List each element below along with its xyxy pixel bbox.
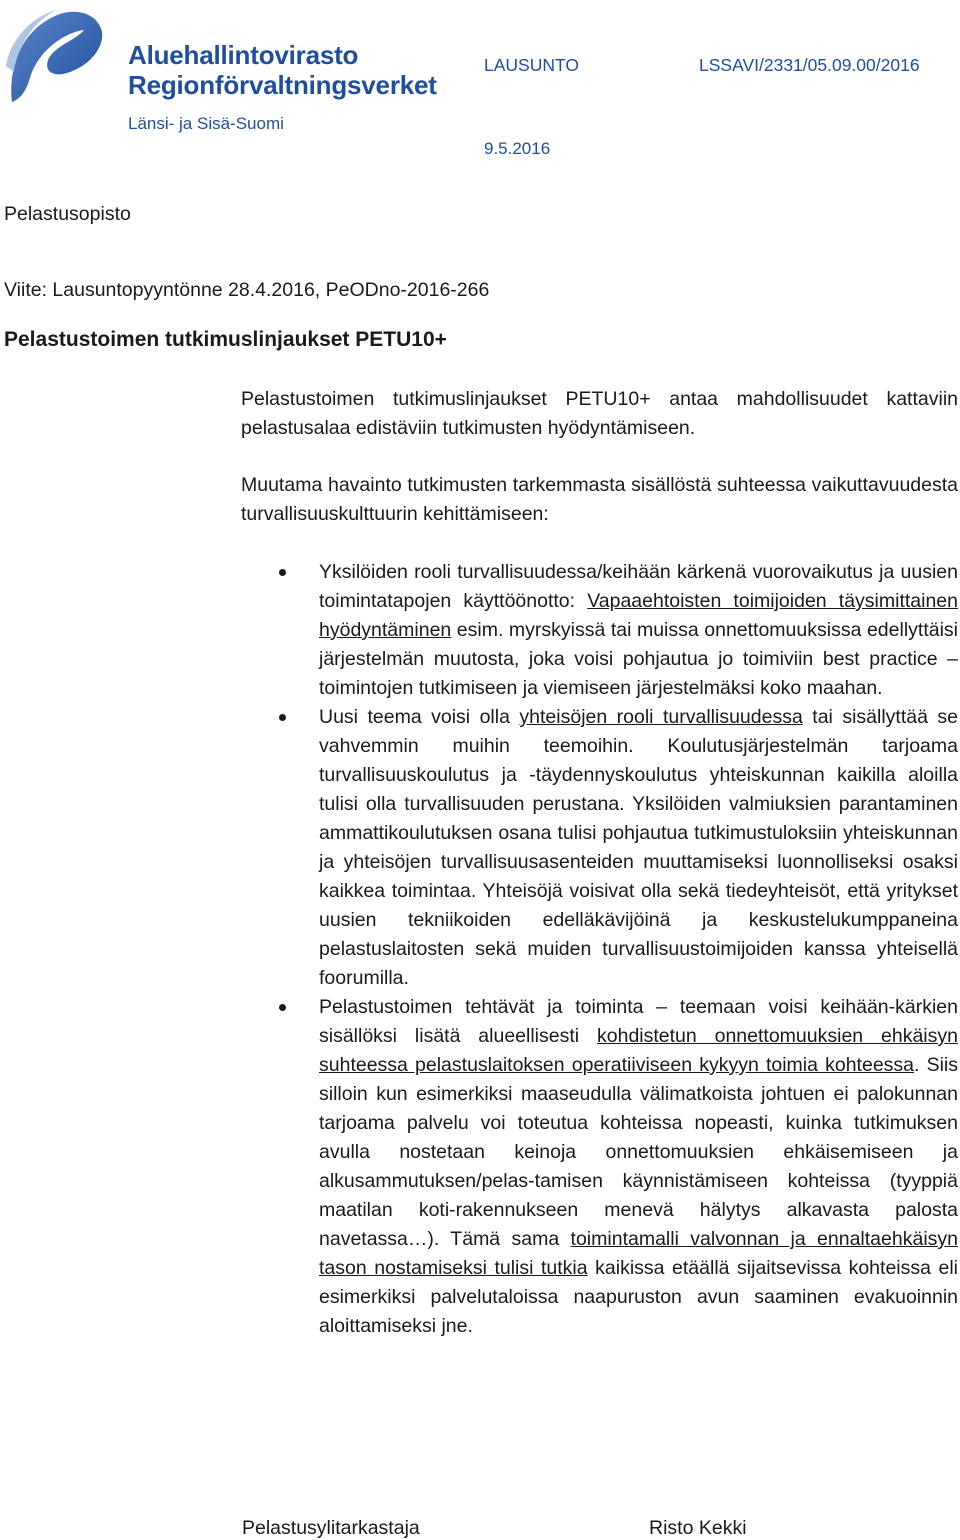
bullet-icon: [279, 714, 286, 721]
underlined-text: kohdistetun onnettomuuksien ehkäisyn suhteessa pelastuslaitoksen operatiiviseen kykyyn toimia kohteessa: [319, 1025, 958, 1076]
point-text: tai sisällyttää se vahvemmin muihin teemoihin. Koulutusjärjestelmän tarjoama turvallisuuskoulutus ja -täydennyskoulutus yhteiskunnan kaikilla aloilla tulisi olla turvallisuuden perustana. Yksilöiden valmiuksien parantaminen ammattikoulutuksen osana tulisi pohjautua tutkimustuloksiin yhteiskunnan ja yhteisöjen turvallisuusasenteiden muuttamiseksi luonnolliseksi osaksi kaikkea toimintaa. Yhteisöjä voisivat olla sekä tiedeyhteisöt, että yritykset uusien tekniikoiden edelläkävijöinä ja keskustelukumppaneina pelastuslaitosten sekä muiden turvallisuustoimijoiden kanssa yhteisellä foorumilla.: [319, 706, 958, 989]
list-item: [279, 993, 958, 1341]
point-text: kaikissa etäällä sijaitsevissa kohteissa eli esimerkiksi palvelutaloissa naapuruston avun saaminen evakuoinnin aloittamiseksi jne.: [319, 1257, 959, 1337]
doc-date: 9.5.2016: [484, 139, 551, 158]
avi-logo-icon: [4, 6, 104, 106]
doc-type: LAUSUNTO: [484, 55, 579, 75]
underlined-text: Vapaaehtoisten toimijoiden täysimittainen hyödyntäminen: [319, 590, 958, 641]
underlined-text: yhteisöjen rooli turvallisuudessa: [519, 706, 803, 728]
observations-paragraph: Muutama havainto tutkimusten tarkemmasta sisällöstä suhteessa vaikuttavuudesta turvallisuuskulttuurin kehittämiseen:: [241, 474, 958, 525]
point-text: Uusi teema voisi olla: [319, 706, 520, 728]
list-item: [279, 558, 958, 703]
recipient: Pelastusopisto: [4, 203, 131, 225]
observation-list: [279, 558, 958, 1341]
list-item: [279, 703, 958, 993]
intro-paragraph: Pelastustoimen tutkimuslinjaukset PETU10+ antaa mahdollisuudet kattaviin pelastusalaa edistäviin tutkimusten hyödyntämiseen.: [241, 388, 958, 439]
document-title: Pelastustoimen tutkimuslinjaukset PETU10+: [4, 328, 447, 351]
doc-number: LSSAVI/2331/05.09.00/2016: [699, 55, 920, 75]
point-text: Yksilöiden rooli turvallisuudessa/keihään kärkenä vuorovaikutus ja uusien toimintatapojen käyttöönotto:: [319, 561, 958, 612]
reference: Viite: Lausuntopyyntönne 28.4.2016, PeODno-2016-266: [4, 279, 490, 301]
bullet-icon: [279, 569, 286, 576]
underlined-text: toimintamalli valvonnan ja ennaltaehkäisyn tason nostamiseksi tulisi tutkia: [319, 1228, 958, 1279]
org-name-fi: Aluehallintovirasto: [128, 40, 359, 70]
point-text: esim. myrskyissä tai muissa onnettomuuksissa edellyttäisi järjestelmän muutosta, joka voisi pohjautua jo toimiviin best practice –toimintojen tutkimiseen ja viemiseen järjestelmäksi koko maahan.: [319, 619, 958, 699]
org-region: Länsi- ja Sisä-Suomi: [128, 114, 284, 133]
org-name-sv: Regionförvaltningsverket: [128, 70, 437, 100]
bullet-icon: [279, 1004, 286, 1011]
point-text: . Siis silloin kun esimerkiksi maaseudulla välimatkoista johtuen ei palokunnan tarjoama palvelu voi toteutua kohteissa nopeasti, kuinka tutkimuksen avulla nostetaan keinoja onnettomuuksien ehkäisemiseen ja alkusammutuksen/pelas-tamisen käynnistämiseen kohteissa (tyyppiä maatilan koti-rakennukseen menevä hälytys alkavasta palosta navetassa…). Tämä sama: [319, 1054, 958, 1250]
signature-title: Pelastusylitarkastaja: [242, 1517, 420, 1539]
point-text: Pelastustoimen tehtävät ja toiminta – teemaan voisi keihään-kärkien sisällöksi lisätä alueellisesti: [319, 996, 958, 1047]
signature-name: Risto Kekki: [649, 1517, 747, 1539]
